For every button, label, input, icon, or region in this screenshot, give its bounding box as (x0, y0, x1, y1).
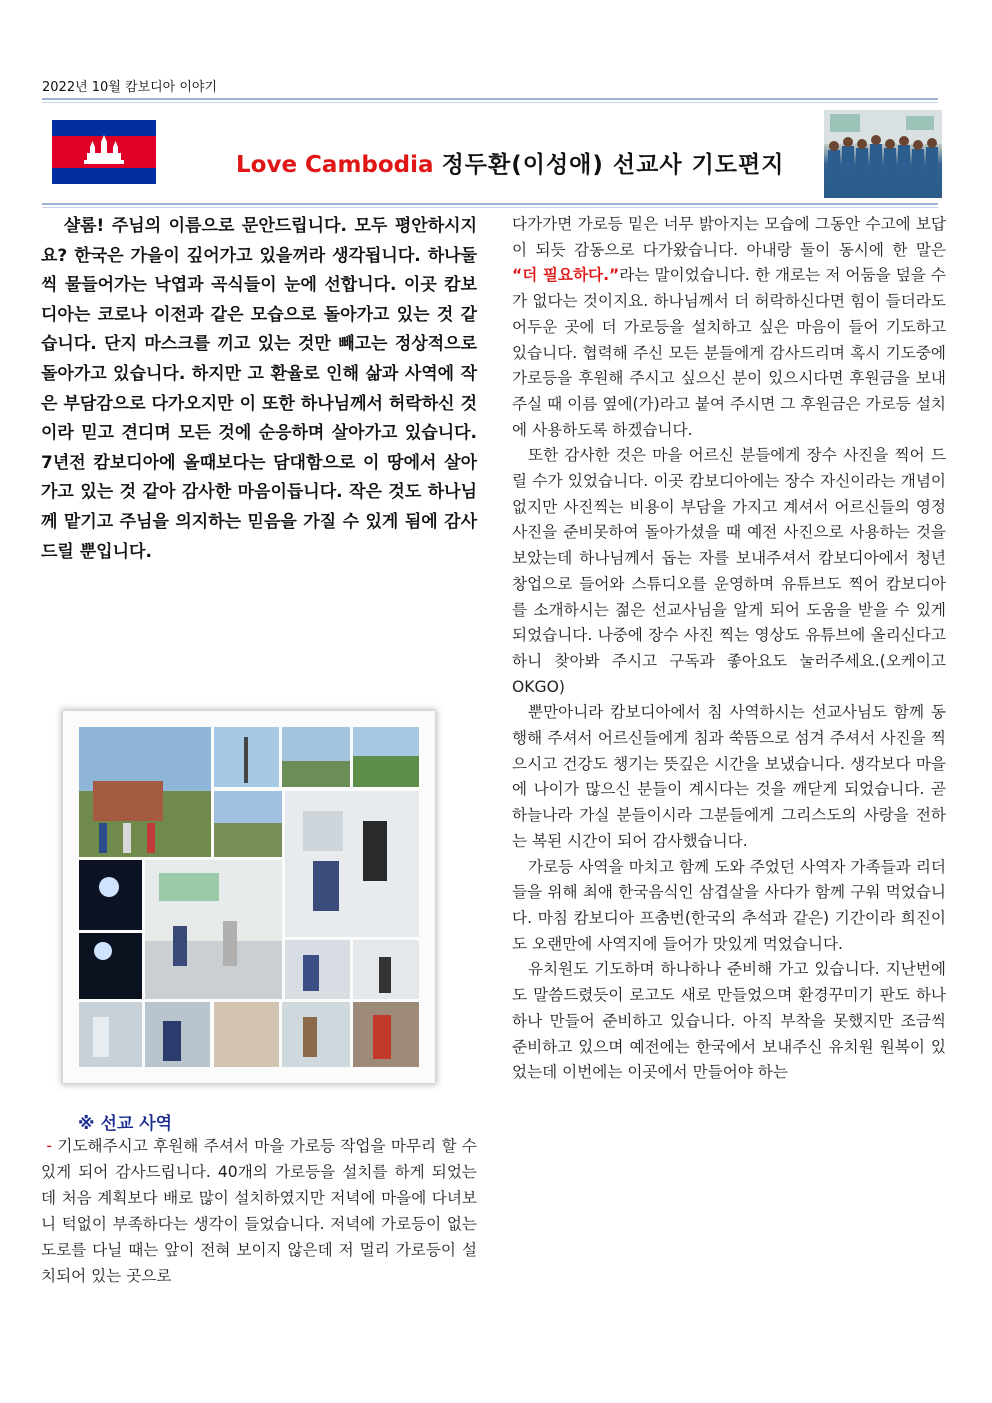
title-divider-line (42, 203, 938, 205)
mission-paragraph (41, 1134, 477, 1289)
highlight-quote: “더 필요하다.” (512, 266, 620, 285)
header-divider-line (42, 98, 938, 100)
celebration-paragraph: 가로등 사역을 마치고 함께 도와 주었던 사역자 가족들과 리더들을 위해 최애 한국음식인 삼겹살을 사다가 함께 구워 먹었습니다. 마침 캄보디아 프춤번(한국의 추석과 같은) 기간이라 희진이도 오랜만에 사역지에 들어가 맛있게 먹었습니다. (512, 857, 946, 953)
portrait-paragraph: 또한 감사한 것은 마을 어르신 분들에게 장수 사진을 찍어 드릴 수가 있었습니다. 이곳 캄보디아에는 장수 자신이라는 개념이 없지만 사진찍는 비용이 부담을 가지고 계셔서 어르신들의 영정 사진을 준비못하여 돌아가셨을 때 예전 사진으로 사용하는 것을 보았는데 하나님께서 돕는 자를 보내주셔서 캄보디아에서 청년창업으로 들어와 스튜디오를 운영하며 유튜브도 찍어 캄보디아를 소개하시는 젊은 선교사님을 알게 되어 도움을 받을 수 있게 되었습니다. 나중에 장수 사진 찍는 영상도 유튜브에 올리신다고 하니 찾아봐 주시고 구독과 좋아요도 눌러주세요.(오케이고 OKGO) (512, 446, 946, 696)
team-photo (824, 110, 942, 198)
streetlight-paragraph (512, 212, 946, 443)
mission-dash: - (46, 1137, 53, 1155)
streetlight-text-before: 다가가면 가로등 밑은 너무 밝아지는 모습에 그동안 수고에 보답이 되듯 감동으로 다가왔습니다. 아내랑 둘이 동시에 한 말은 (512, 215, 946, 259)
acupuncture-paragraph: 뿐만아니라 캄보디아에서 침 사역하시는 선교사님도 함께 동행해 주셔서 어르신들에게 침과 쑥뜸으로 섬겨 주셔서 사진을 찍으시고 건강도 챙기는 뜻깊은 시간을 보냈습니다. 생각보다 마을에 나이가 많으신 분들이 계시다는 것을 깨닫게 되었습니다. 곧 하늘나라 가실 분들이시라 그분들에게 그리스도의 사랑을 전하는 복된 시간이 되어 감사했습니다. (512, 703, 946, 850)
title-divider-line-thin (42, 207, 938, 208)
streetlight-text-after: 라는 말이었습니다. 한 개로는 저 어둠을 덮을 수가 없다는 것이지요. 하나님께서 더 허락하신다면 힘이 들더라도 어두운 곳에 더 가로등을 설치하고 싶은 마음이 들어 기도하고 있습니다. 협력해 주신 모든 분들에게 감사드리며 혹시 기도중에 가로등을 후원해 주시고 싶으신 분이 있으시다면 후원금을 보내 주실 때 이름 옆에(가)라고 붙여 주시면 그 후원금은 가로등 설치에 사용하도록 하겠습니다. (512, 266, 946, 439)
mission-text: 기도해주시고 후원해 주셔서 마을 가로등 작업을 마무리 할 수 있게 되어 감사드립니다. 40개의 가로등을 설치를 하게 되었는데 처음 계획보다 배로 많이 설치하였지만 저녁에 마을에 다녀보니 턱없이 부족하다는 생각이 들었습니다. 저녁에 가로등이 없는 도로를 다닐 때는 앞이 전혀 보이지 않은데 저 멀리 가로등이 설치되어 있는 곳으로 (41, 1137, 477, 1285)
cambodia-flag-icon (52, 120, 156, 184)
kindergarten-paragraph: 유치원도 기도하며 하나하나 준비해 가고 있습니다. 지난번에도 말씀드렸듯이 로고도 새로 만들었으며 환경꾸미기 판도 하나하나 만들어 준비하고 있습니다. 아직 부착을 못했지만 조금씩 준비하고 있으며 예전에는 한국에서 보내주신 유치원 원복이 있었는데 이번에는 이곳에서 만들어야 하는 (512, 960, 946, 1082)
photo-collage (63, 711, 435, 1083)
greeting-text: 샬롬! 주님의 이름으로 문안드립니다. 모두 평안하시지요? 한국은 가을이 깊어가고 있을꺼라 생각됩니다. 하나둘씩 물들어가는 낙엽과 곡식들이 눈에 선합니다. 이곳 캄보디아는 코로나 이전과 같은 모습으로 돌아가고 있는 것 같습니다. 단지 마스크를 끼고 있는 것만 빼고는 정상적으로 돌아가고 있습니다. 하지만 고 환율로 인해 삶과 사역에 작은 부담감으로 다가오지만 이 또한 하나님께서 허락하신 것이라 믿고 견디며 모든 것에 순응하며 살아가고 있습니다. 7년전 캄보디아에 올때보다는 담대함으로 이 땅에서 살아가고 있는 것 같아 감사한 마음이듭니다. 작은 것도 하나님께 맡기고 주님을 의지하는 믿음을 가질 수 있게 됨에 감사드릴 뿐입니다. (41, 216, 477, 562)
title-english: Love Cambodia (236, 152, 434, 178)
mission-section-heading: ※ 선교 사역 (78, 1114, 173, 1134)
title-korean: 정두환(이성애) 선교사 기도편지 (441, 152, 785, 178)
newsletter-date-label: 2022년 10월 캄보디아 이야기 (42, 80, 218, 95)
left-column (41, 212, 477, 567)
right-column (512, 212, 946, 1086)
greeting-paragraph (41, 212, 477, 567)
letter-title (236, 146, 784, 179)
header-divider-line-thin (42, 102, 938, 103)
